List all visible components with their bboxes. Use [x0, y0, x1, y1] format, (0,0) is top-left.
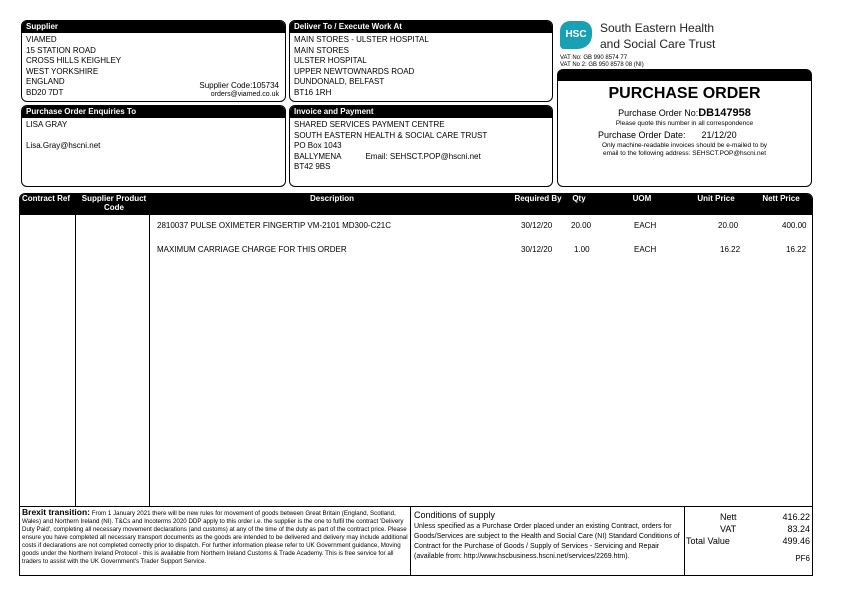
invoice-header: Invoice and Payment [290, 106, 552, 118]
trust-name [600, 20, 715, 52]
col-qty: Qty [572, 194, 586, 203]
column-divider [149, 214, 150, 506]
item-description: 2810037 PULSE OXIMETER FINGERTIP VM-2101 MD300-C21C [157, 221, 392, 230]
deliver-line: ULSTER HOSPITAL [294, 56, 367, 66]
trust-name-line2: and Social Care Trust [600, 37, 716, 51]
deliver-header: Deliver To / Execute Work At [290, 21, 552, 33]
deliver-line: DUNDONALD, BELFAST [294, 77, 385, 87]
item-qty: 20.00 [571, 221, 592, 230]
totals [686, 512, 810, 566]
invoice-line: SHARED SERVICES PAYMENT CENTRE [294, 120, 445, 129]
po-date: 21/12/20 [701, 130, 737, 140]
item-nett-price: 400.00 [782, 221, 807, 230]
conditions-title: Conditions of supply [414, 510, 496, 520]
col-required-by: Required By [514, 194, 562, 203]
conditions-text: Unless specified as a Purchase Order placed under an existing Contract, orders for Goods/Services are subject to the Health and Social Care (NI) Standard Conditions of Contract for the Purchase of Goods / Supply of Services - Servicing and Repair (available from: http://www.hscbusiness.hscni.net/services/2269.htm). [414, 523, 680, 560]
item-required-by: 30/12/20 [521, 245, 553, 254]
item-description: MAXIMUM CARRIAGE CHARGE FOR THIS ORDER [157, 245, 347, 254]
invoice-line: BALLYMENA Email: SEHSCT.POP@hscni.net [294, 151, 481, 161]
supplier-header: Supplier [22, 21, 285, 33]
footer-divider-v2 [684, 507, 685, 576]
deliver-line: MAIN STORES - ULSTER HOSPITAL [294, 35, 429, 44]
invoice-line: SOUTH EASTERN HEALTH & SOCIAL CARE TRUST [294, 130, 488, 140]
deliver-line: BT16 1RH [294, 87, 332, 97]
supplier-code: Supplier Code:105734 [199, 81, 279, 90]
supplier-line: WEST YORKSHIRE [26, 66, 99, 76]
item-required-by: 30/12/20 [521, 221, 553, 230]
col-description: Description [309, 194, 354, 203]
supplier-line: BD20 7DT [26, 87, 64, 97]
po-number-label: Purchase Order No: [618, 108, 699, 118]
hsc-logo-icon: HSC [560, 21, 592, 49]
col-supplier-code: Supplier Product Code [81, 194, 147, 212]
supplier-line: ENGLAND [26, 77, 65, 87]
col-uom: UOM [632, 194, 652, 203]
deliver-box [289, 20, 553, 102]
brexit-title: Brexit transition: [22, 508, 91, 517]
supplier-email: orders@viamed.co.uk [210, 91, 279, 98]
invoice-line: PO Box 1043 [294, 141, 342, 151]
supplier-box [21, 20, 286, 102]
po-date-label: Purchase Order Date: [598, 130, 686, 140]
invoice-email: Email: SEHSCT.POP@hscni.net [365, 151, 481, 161]
enquiries-box [21, 105, 286, 187]
supplier-line: VIAMED [26, 35, 57, 44]
col-nett-price: Nett Price [762, 194, 800, 203]
nett-label: Nett [720, 512, 737, 522]
po-number: DB147958 [698, 107, 751, 119]
footer-divider [19, 506, 813, 507]
enquiries-name: LISA GRAY [26, 120, 68, 129]
item-nett-price: 16.22 [786, 245, 807, 254]
deliver-line: UPPER NEWTOWNARDS ROAD [294, 66, 415, 76]
vat-label: VAT [720, 524, 737, 534]
total-label: Total Value [686, 536, 730, 546]
item-uom: EACH [634, 221, 657, 230]
trust-name-line1: South Eastern Health [600, 21, 715, 35]
supplier-line: CROSS HILLS KEIGHLEY [26, 56, 122, 66]
column-divider [75, 214, 76, 506]
vat-number: VAT No: GB 990 8574 77 [560, 55, 628, 61]
deliver-line: MAIN STORES [294, 45, 349, 55]
po-quote-note: Please quote this number in all correspondence [615, 120, 754, 127]
col-contract-ref: Contract Ref [22, 194, 71, 203]
invoice-box [289, 105, 553, 187]
item-qty: 1.00 [574, 245, 590, 254]
po-number-row [558, 107, 811, 119]
form-code: PF6 [795, 554, 810, 563]
footer-divider-v1 [410, 507, 411, 576]
conditions-of-supply [414, 510, 682, 575]
invoice-postcode: BT42 9BS [294, 162, 331, 172]
total-value: 499.46 [782, 536, 810, 546]
brexit-text: From 1 January 2021 there will be new rules for movement of goods between Great Britain (England, Scotland, Wales) and Northern Ireland (NI). T&Cs and Incoterms 2020 DDP apply to this order i.e. the supplier is the one to fulfil the contract 'Delivery Duty Paid', completing all necessary movement declarations (and customs) at any of the time of the duty as part of the contract price. Please ensure you have completed all necessary transport documents as the goods are intended to be delivered and delivery may include additional costs if declarations are not completed correctly prior to dispatch. For further information please refer to UK Government guidance, Moving goods under the Northern Ireland Protocol - this is available from Northern Ireland Customs & Trade Academy. This is free service for all traders to assist with the UK Government's Trader Support Service. [22, 510, 408, 565]
item-unit-price: 20.00 [718, 221, 739, 230]
supplier-line: 15 STATION ROAD [26, 45, 96, 55]
enquiries-email: Lisa.Gray@hscni.net [26, 140, 101, 150]
purchase-order-box [557, 69, 812, 187]
vat-number-2: VAT No 2: GB 950 8578 08 (NI) [560, 62, 644, 68]
item-uom: EACH [634, 245, 657, 254]
enquiries-header: Purchase Order Enquiries To [22, 106, 285, 118]
col-unit-price: Unit Price [697, 194, 735, 203]
po-title: PURCHASE ORDER [608, 85, 761, 102]
vat-value: 83.24 [787, 524, 810, 534]
nett-value: 416.22 [782, 512, 810, 522]
item-unit-price: 16.22 [720, 245, 741, 254]
brexit-notice [22, 508, 408, 575]
po-email-note: Only machine-readable invoices should be e-mailed to by email to the following address: SEHSCT.POP@hscni.net [601, 142, 768, 157]
po-date-row [598, 130, 737, 140]
